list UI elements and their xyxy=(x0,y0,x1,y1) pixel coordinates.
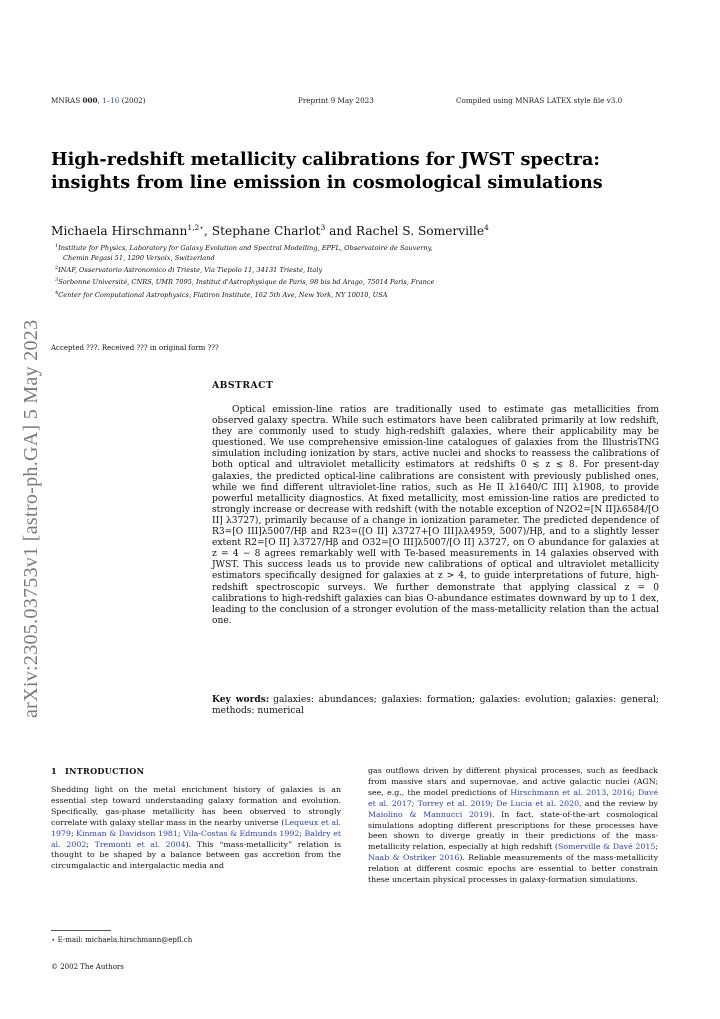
citation-link[interactable]: Vila-Costas & Edmunds 1992 xyxy=(183,828,300,838)
running-header-preprint: Preprint 9 May 2023 xyxy=(298,96,374,105)
arxiv-stamp: arXiv:2305.03753v1 [astro-ph.GA] 5 May 2023 xyxy=(20,319,42,718)
footnote-email: ⋆ E-mail: michaela.hirschmann@epfl.ch xyxy=(51,936,193,944)
citation-link[interactable]: Lequeux et al. 1979 xyxy=(51,817,342,838)
keywords-text: galaxies: abundances; galaxies: formation; galaxies: evolution; galaxies: general; methods: numerical xyxy=(212,695,659,717)
copyright: © 2002 The Authors xyxy=(51,963,124,971)
section-heading: 1 INTRODUCTION xyxy=(51,766,145,776)
running-header-compiled: Compiled using MNRAS LATEX style file v3.0 xyxy=(456,96,623,105)
paper-title: High-redshift metallicity calibrations for JWST spectra: insights from line emission in cosmological simulations xyxy=(51,149,603,193)
citation-link[interactable]: Somerville & Davé 2015 xyxy=(558,842,656,852)
citation-link[interactable]: Baldry et al. 2002 xyxy=(51,828,341,849)
citation-link[interactable]: Maiolino & Mannucci 2019 xyxy=(368,809,489,819)
keywords-label: Key words: xyxy=(212,694,270,705)
affiliation-3: $^3$Sorbonne Université, CNRS, UMR 7095, Institut d'Astrophysique de Paris, 98 bis bd Arago, 75014 Paris, France xyxy=(55,277,435,287)
citation-link[interactable]: Davé et al. 2017 xyxy=(368,787,658,808)
affiliation-2: $^2$INAF, Osservatorio Astronomico di Trieste, Via Tiepolo 11, 34131 Trieste, Italy xyxy=(55,265,323,275)
pages-link[interactable]: 1–16 xyxy=(102,96,120,105)
author-list: Michaela Hirschmann$^{1,2⋆}$, Stephane Charlot$^3$ and Rachel S. Somerville$^4$ xyxy=(51,223,489,239)
citation-link[interactable]: Torrey et al. 2019 xyxy=(417,798,491,808)
abstract-body: Optical emission-line ratios are traditionally used to estimate gas metallicities from observed galaxy spectra. While such estimators have been calibrated primarily at low redshift, they are commonly used to study high-redshift galaxies, where their applicability may be questioned. We use comprehensive emission-line catalogues of galaxies from the IllustrisTNG simulation including ionization by stars, active nuclei and shocks to reassess the calibrations of both optical and ultraviolet metallicity estimators at redshifts 0 ≲ z ≲ 8. For present-day galaxies, the predicted optical-line calibrations are consistent with previously published ones, while we find different ultraviolet-line ratios, such as He II λ1640/C III] λ1908, to provide powerful metallicity diagnostics. At fixed metallicity, most emission-line ratios are predicted to strongly increase or decrease with redshift (with the notable exception of N2O2=[N II]λ6584/[O II] λ3727), primarily because of a change in ionization parameter. The predicted dependence of R3=[O III]λ5007/Hβ and R23=([O II] λ3727+[O III]λλ4959, 5007)/Hβ, and to a slightly lesser extent R2=[O II] λ3727/Hβ and O32=[O III]λ5007/[O II] λ3727, on O abundance for galaxies at z = 4 − 8 agrees remarkably well with Te-based measurements in 14 galaxies observed with JWST. This success leads us to provide new calibrations of optical and ultraviolet metallicity estimators specifically designed for galaxies at z > 4, to guide interpretations of future, high-redshift spectroscopic surveys. We further demonstrate that applying classical z = 0 calibrations to high-redshift galaxies can bias O-abundance estimates downward by up to 1 dex, leading to the conclusion of a stronger evolution of the mass-metallicity relation than the actual one. xyxy=(212,405,659,626)
keywords xyxy=(212,694,659,717)
intro-left-column: Shedding light on the metal enrichment history of galaxies is an essential step toward understanding galaxy formation and evolution. Specifically, gas-phase metallicity has been observed to strongly correlate with galaxy stellar mass in the nearby universe (Lequeux et al. 1979; Kinman & Davidson 1981; Vila-Costas & Edmunds 1992; Baldry et al. 2002; Tremonti et al. 2004). This “mass-metallicity” relation is thought to be shaped by a balance between gas accretion from the circumgalactic and intergalactic media and xyxy=(51,785,342,871)
citation-link[interactable]: 2016 xyxy=(612,787,633,797)
affiliation-1-cont: Chemin Pegasi 51, 1290 Versoix, Switzerland xyxy=(63,254,215,263)
citation-link[interactable]: De Lucia et al. 2020 xyxy=(496,798,580,808)
citation-link[interactable]: Tremonti et al. 2004 xyxy=(94,839,186,849)
citation-link[interactable]: Naab & Ostriker 2016 xyxy=(368,853,460,863)
accepted-line: Accepted ???. Received ??? in original form ??? xyxy=(51,344,219,352)
footnote-rule xyxy=(51,930,111,931)
citation-link[interactable]: Kinman & Davidson 1981 xyxy=(76,828,178,838)
affiliation-4: $^4$Center for Computational Astrophysics, Flatiron Institute, 162 5th Ave, New York, NY 10010, USA xyxy=(55,289,388,299)
abstract-heading: ABSTRACT xyxy=(212,380,274,391)
citation-link[interactable]: Hirschmann et al. 2013 xyxy=(510,787,607,797)
running-header-journal: MNRAS 000, 1–16 (2002) xyxy=(51,96,146,105)
intro-right-column: gas outflows driven by different physical processes, such as feedback from massive stars and supernovae, and active galactic nuclei (AGN; see, e.g., the model predictions of Hirschmann et al. 2013, 2016; Davé et al. 2017; Torrey et al. 2019; De Lucia et al. 2020, and the review by Maiolino & Mannucci 2019). In fact, state-of-the-art cosmological simulations adopting different prescriptions for these processes have been shown to diverge greatly in their predictions of the mass-metallicity relation, especially at high redshift (Somerville & Davé 2015; Naab & Ostriker 2016). Reliable measurements of the mass-metallicity relation at different cosmic epochs are essential to better constrain these uncertain physical processes in galaxy-formation simulations. xyxy=(368,766,659,885)
affiliation-1: $^1$Institute for Physics, Laboratory for Galaxy Evolution and Spectral Modelling, EPFL, Observatoire de Sauverny, xyxy=(55,243,433,253)
affiliations xyxy=(55,241,615,300)
